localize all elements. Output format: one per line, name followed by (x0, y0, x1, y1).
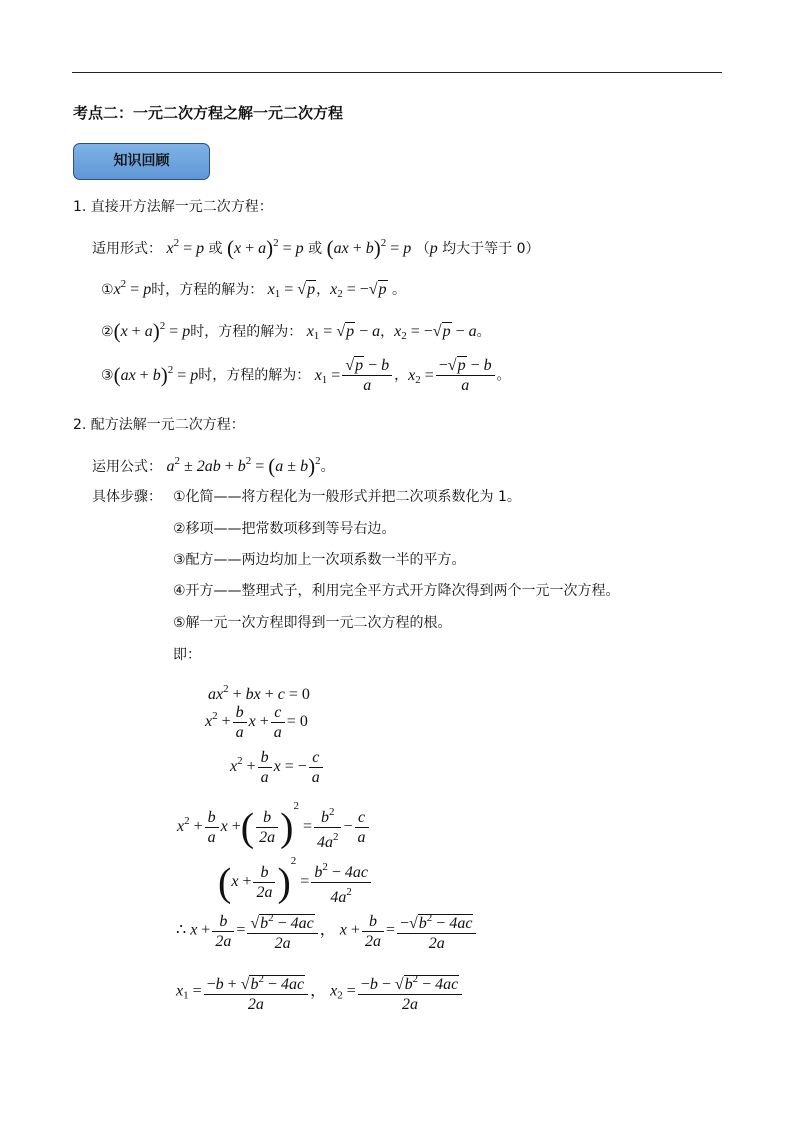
derivation-step-6: ∴ x + $\frac{b}{2a}$ = $\frac{√b^2 - 4ac}{2a}$ ， x + $\frac{b}{2a}$ = $\frac{-√b^2 - 4ac}{2a}$ (176, 909, 478, 953)
section1-heading: 1. 直接开方法解一元二次方程： (73, 199, 273, 215)
forms-line: 适用形式： $x^2 = p$ 或 $(x + a)^2 = p$ 或 (ax + b)$^2$ = p （p 均大于等于 0） (92, 236, 540, 260)
derivation-step-1: $ax^2$ + bx + c = 0 (208, 683, 310, 703)
step-1: ①化简——将方程化为一般形式并把二次项系数化为 1。 (173, 489, 521, 505)
derivation-step-3: $x^2$ + $\frac{b}{a}$ x = − $\frac{c}{a}$ (230, 748, 325, 787)
step-2: ②移项——把常数项移到等号右边。 (173, 521, 396, 537)
form-equation-3: (ax + b)$^2$ = p (326, 236, 412, 260)
step-4: ④开方——整理式子，利用完全平方式开方降次得到两个一元一次方程。 (173, 583, 620, 599)
form-equation-1: $x^2 = p$ (166, 237, 205, 257)
steps-label: 具体步骤： (92, 489, 162, 505)
ji-label: 即： (173, 647, 201, 663)
derivation-step-7: $x_1$ = $\frac{-b + √b^2 - 4ac}{2a}$ ， $x_2$ = $\frac{-b - √b^2 - 4ac}{2a}$ (176, 970, 464, 1014)
derivation-step-2: $x^2$ + $\frac{b}{a}$ x + $\frac{c}{a}$ = 0 (205, 704, 308, 741)
header-rule (72, 72, 722, 73)
case-2: ②(x + a)$^2$ = p时，方程的解为： $x_1 = √p - a$，$x_2 = -√p - a$。 (101, 319, 491, 343)
section2-heading: 2. 配方法解一元二次方程： (73, 417, 245, 433)
formula-line: 运用公式： $a^2 \pm 2ab + b^2 = (a \pm b)^2$。 (92, 454, 335, 478)
page-title: 考点二：一元二次方程之解一元二次方程 (73, 104, 344, 122)
derivation-step-5: (x + $\frac{b}{2a}$ )$^2$ = $\frac{b^2 - 4ac}{4a^2}$ (218, 850, 373, 907)
step-3: ③配方——两边均加上一次项系数一半的平方。 (173, 552, 466, 568)
derivation-step-4: $x^2$ + $\frac{b}{a}$ x +( $\frac{b}{2a}$ )$^2$ = $\frac{b^2}{4a^2}$ − $\frac{c}{a}$ (177, 795, 371, 852)
step-5: ⑤解一元一次方程即得到一元二次方程的根。 (173, 615, 452, 631)
form-equation-2: $(x + a)^2 = p$ (227, 236, 304, 260)
case-1: $①x^2 = p$时，方程的解为： $x_1 = √p$，$x_2 = -√p$ 。 (101, 278, 406, 300)
knowledge-review-badge: 知识回顾 (73, 143, 210, 180)
case-3: ③(ax + b)$^2$ = p时，方程的解为： $x_1$ = $\frac{√p - b}{a}$ ，$x_2$ = $\frac{-√p - b}{a}$ 。 (101, 357, 511, 394)
